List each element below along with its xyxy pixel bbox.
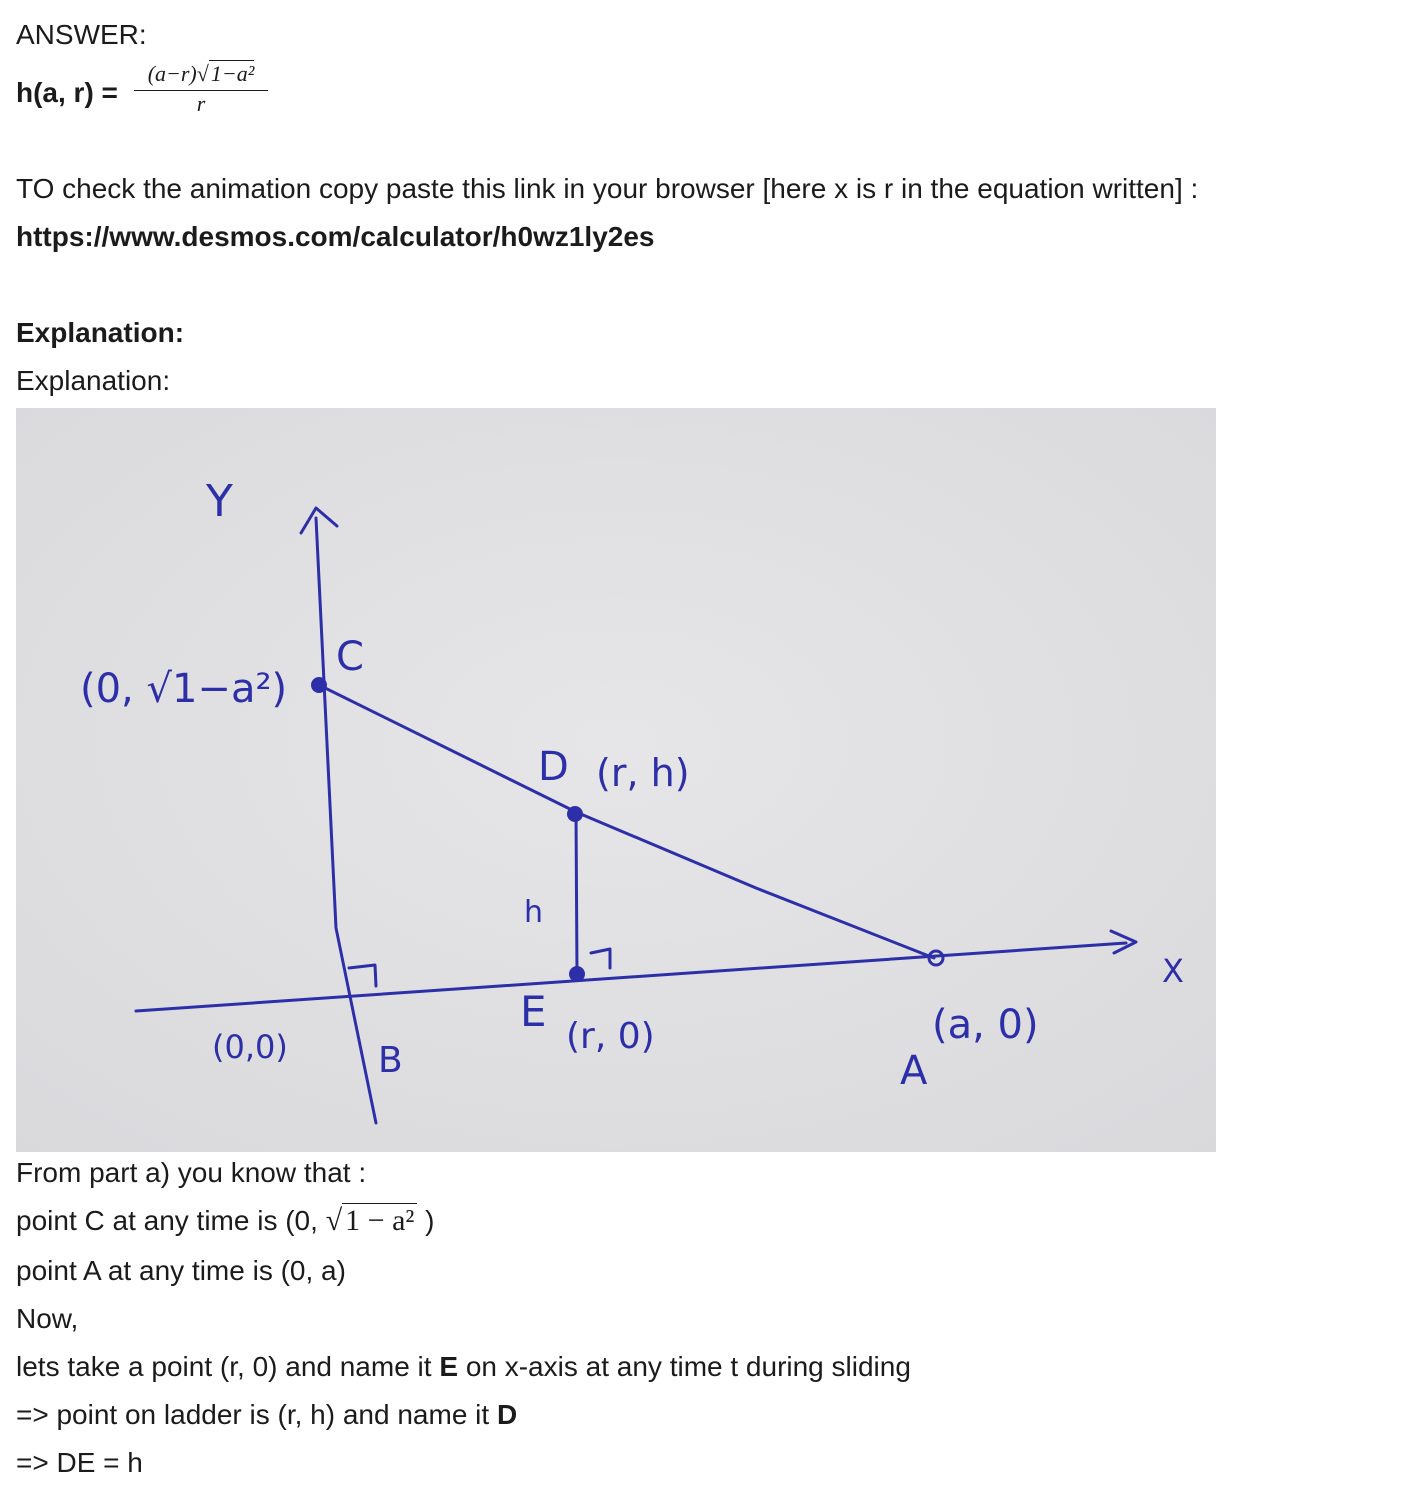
- point-c-suffix: ): [425, 1205, 435, 1236]
- fraction-numerator: [134, 58, 268, 91]
- body-line-part-a: From part a) you know that :: [16, 1157, 367, 1188]
- label-a: A: [900, 1048, 928, 1094]
- body-line-now: Now,: [16, 1303, 79, 1334]
- desmos-link[interactable]: https://www.desmos.com/calculator/h0wz1ly2es: [16, 221, 655, 252]
- point-e-prefix: lets take a point (r, 0) and name it: [16, 1351, 432, 1382]
- point-e: [569, 966, 585, 982]
- answer-fraction: [134, 58, 268, 117]
- fraction-num-prefix: (a−r)√: [147, 61, 209, 86]
- label-e-coord: (r, 0): [566, 1016, 655, 1057]
- label-c: C: [336, 634, 364, 680]
- body-line-point-a: point A at any time is (0, a): [16, 1255, 346, 1286]
- label-d: D: [538, 744, 569, 790]
- label-b: B: [378, 1040, 403, 1081]
- point-d-prefix: => point on ladder is (r, h) and name it: [16, 1399, 490, 1430]
- sqrt-radicand: 1 − a²: [342, 1203, 417, 1237]
- point-e-name: E: [439, 1351, 459, 1382]
- label-a-coord: (a, 0): [932, 1002, 1039, 1048]
- label-c-coord: (0, √1−a²): [80, 666, 288, 712]
- explanation-subheading: Explanation:: [16, 365, 171, 396]
- body-line-point-e: [16, 1349, 911, 1385]
- segment-de: [576, 812, 577, 974]
- label-y: Y: [206, 476, 233, 527]
- point-d: [567, 806, 583, 822]
- fraction-num-radicand: 1−a²: [210, 61, 255, 86]
- point-d-name: D: [496, 1399, 518, 1430]
- sqrt-expression: √ 1 − a²: [326, 1203, 418, 1239]
- body-line-de: => DE = h: [16, 1447, 143, 1478]
- explanation-heading: Explanation:: [16, 317, 185, 348]
- label-d-coord: (r, h): [596, 751, 690, 795]
- point-e-suffix: on x-axis at any time t during sliding: [465, 1351, 911, 1382]
- body-line-point-c: [16, 1203, 435, 1239]
- animation-instruction: TO check the animation copy paste this link in your browser [here x is r in the equation written] :: [16, 173, 1199, 204]
- label-origin: (0,0): [212, 1028, 288, 1066]
- hand-drawn-diagram: [16, 408, 1216, 1152]
- body-line-point-d: [16, 1397, 517, 1433]
- answer-label: ANSWER:: [16, 19, 147, 50]
- point-c-prefix: point C at any time is (0,: [16, 1205, 318, 1236]
- label-x: X: [1162, 952, 1184, 990]
- fraction-denominator: r: [196, 91, 206, 116]
- label-h: h: [524, 895, 544, 930]
- formula-lhs: h(a, r) =: [16, 77, 118, 108]
- point-c: [311, 677, 327, 693]
- label-e: E: [520, 987, 547, 1036]
